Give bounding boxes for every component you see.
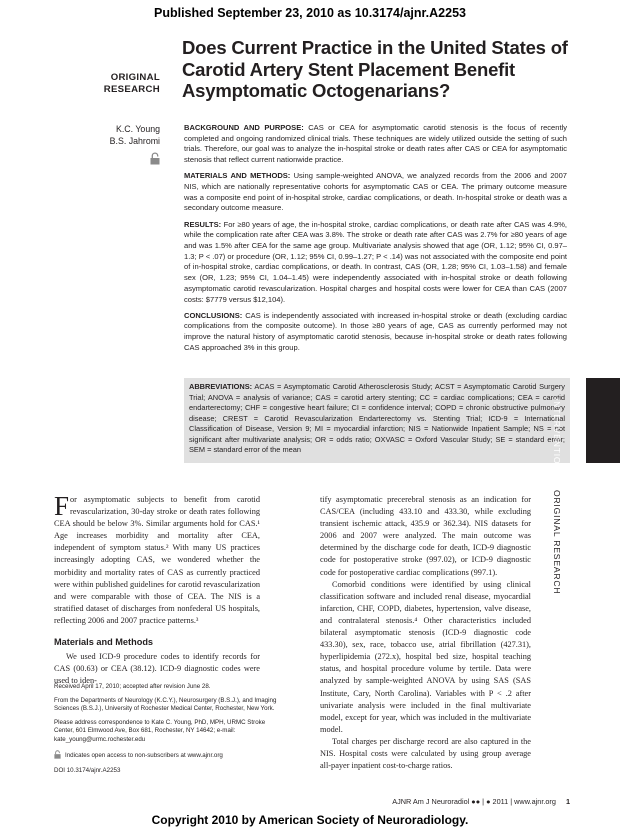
- footnote-doi: DOI 10.3174/ajnr.A2253: [54, 767, 121, 775]
- article-meta-column: [70, 72, 160, 170]
- methods-paragraph: Total charges per discharge record are also captured in the NIS. Hospital costs were calculated by using group average all-payer inpatient cost-to-charge ratios.: [320, 736, 531, 771]
- side-tab-primary: INTERVENTIONAL: [552, 398, 562, 484]
- footnote-open-access: [54, 750, 279, 763]
- copyright-notice: Copyright 2010 by American Society of Neuroradiology.: [151, 813, 469, 827]
- author-name: K.C. Young: [115, 124, 160, 134]
- intro-text: or asymptomatic subjects to benefit from carotid revascularization, 30-day stroke or death rates following CEA should be below 3%. Similar arguments hold for CAS.¹ Age increases morbidity and mortality after CEA, independent of symptom status.² With many US practices increasingly adopting CAS, we wondered whether the morbidity and mortality rates of CAS as currently practiced were within published guidelines for carotid revascularization and were comparable with those of CEA. The NIS is a stratified dataset of discharges from nonfederal US hospitals, reflecting 2006 and 2007 practice patterns.³: [54, 495, 260, 625]
- abstract-background: [184, 123, 567, 166]
- author-list: [70, 123, 160, 147]
- side-tab-label: [548, 398, 562, 595]
- section-side-tab: [586, 378, 620, 463]
- section-label-line-2: RESEARCH: [103, 84, 160, 95]
- methods-paragraph: Comorbid conditions were identified by using clinical classification software and included renal disease, myocardial infarction, CHF, COPD, diabetes, hypertension, valve disease, and contralateral stenosis.⁴ Other characteristics included bilateral asymptomatic stenosis (ICD-9 diagnostic code 433.30), sex, race, tobacco use, atrial fibrillation (427.31), hyperlipidemia (272.x), hospital bed size, hospital teaching status, and hospital procedure volume by tertile. Data were analyzed by sample-weighted ANOVA by using SAS (SAS Institute, Cary, North Carolina). Variables with P < .2 after univariate analysis were included in the final multivariate model, except for year, which was included in the multivariate model.: [320, 579, 531, 734]
- abbreviations-box: [184, 378, 570, 463]
- methods-heading: Materials and Methods: [54, 637, 154, 648]
- article-title: Does Current Practice in the United States of Carotid Artery Stent Placement Benefit Asymptomatic Octogenarians?: [182, 37, 568, 101]
- abstract-section-label: RESULTS:: [184, 219, 222, 229]
- open-access-lock-icon: [150, 152, 160, 170]
- abstract-text: For ≥80 years of age, the in-hospital stroke, cardiac complications, or death rate after CAS was 4.9%, while the complication rate after CEA was 3.8%. The stroke or death rate after CAS was 2.7% for ≥80 years of age and was 1.5% after CEA for the same age group. Multivariate analysis showed that age (OR, 1.12; 95% CI, 0.97–1.3; P < .07) or procedure (OR, 1.12; 95% CI, 0.99–1.27; P < .14) was not associated with the composite end point of in-hospital stroke, cardiac complications, or death. In contrast, CAS (OR, 1.28; 95% CI, 1.03–1.58) and female sex (OR, 1.23; 95% CI, 1.04–1.45) were independently associated with in-hospital stroke or death following asymptomatic carotid revascularization. Hospital charges and hospital costs were lower for CEA than CAS (2007 costs: $7779 versus $12,104).: [184, 219, 567, 304]
- body-column-right: [320, 494, 531, 772]
- side-tab-secondary: ORIGINAL RESEARCH: [552, 489, 562, 595]
- section-label-line-1: ORIGINAL: [110, 72, 160, 83]
- abstract-section-label: MATERIALS AND METHODS:: [184, 171, 291, 181]
- body-column-left: [54, 491, 260, 687]
- page-footer: [380, 797, 570, 806]
- footnote-affiliations: From the Departments of Neurology (K.C.Y.), Neurosurgery (B.S.J.), and Imaging Sciences (B.S.J.), University of Rochester Medical Center, Rochester, New York.: [54, 696, 277, 713]
- abstract-text: Using sample-weighted ANOVA, we analyzed records from the 2006 and 2007 NIS, which are nationally representative cohorts for asymptomatic CAS or CEA. The primary outcome measure was a composite end point of in-hospital stroke, cardiac complications, or death. In-hospital stroke or death was a secondary outcome measure.: [184, 171, 567, 213]
- footnote-received: Received April 17, 2010; accepted after revision June 28.: [54, 683, 211, 690]
- methods-paragraph: tify asymptomatic precerebral stenosis as an indication for CAS/CEA (including 433.10 and 433.30, while excluding transient ischemic attack, 435.9 or 362.34). NIS datasets for 2006 and 2007 were analyzed. The main outcome was determined by the discharge code for death, ICD-9 diagnostic code for postoperative stroke (997.02), or ICD-9 diagnostic code for postoperative cardiac complications (997.1).: [320, 495, 531, 577]
- abstract-text: CAS or CEA for asymptomatic carotid stenosis is the focus of recently completed and ongoing randomized clinical trials. These techniques are widely utilized outside the setting of such trials. Therefore, our goal was to analyze the in-hospital stroke or death rates after CAS or CEA for asymptomatic stenosis that reflect current nationwide practice.: [184, 123, 567, 165]
- abstract: [184, 123, 567, 359]
- abstract-methods: [184, 171, 567, 214]
- abbreviations-label: ABBREVIATIONS:: [189, 382, 253, 391]
- drop-cap: F: [54, 491, 70, 521]
- footnotes: [54, 683, 279, 781]
- published-banner: Published September 23, 2010 as 10.3174/ajnr.A2253: [154, 6, 466, 20]
- open-access-lock-icon: [54, 750, 61, 763]
- journal-citation: AJNR Am J Neuroradiol ●● | ● 2011 | www.ajnr.org: [392, 797, 556, 806]
- abstract-section-label: CONCLUSIONS:: [184, 310, 243, 320]
- page-number: 1: [565, 797, 570, 806]
- abstract-section-label: BACKGROUND AND PURPOSE:: [184, 123, 304, 132]
- abstract-conclusions: [184, 311, 567, 354]
- intro-paragraph: [54, 491, 260, 627]
- methods-paragraph: We used ICD-9 procedure codes to identify records for CAS (00.63) or CEA (38.12). ICD-9 diagnostic codes were used to iden-: [54, 652, 260, 686]
- footnote-correspondence: Please address correspondence to Kate C. Young, PhD, MPH, URMC Stroke Center, 601 Elmwood Ave, Box 681, Rochester, NY 14642; e-mail: kate_young@urmc.rochester.edu: [54, 718, 266, 743]
- open-access-text: Indicates open access to non-subscribers at www.ajnr.org: [65, 751, 223, 759]
- section-label: [70, 72, 160, 96]
- abbreviations-text: ACAS = Asymptomatic Carotid Atherosclerosis Study; ACST = Asymptomatic Carotid Surgery Trial; ANOVA = analysis of variance; CAS = carotid artery stenting; CC = cardiac complications; CEA = carotid endarterectomy; CHF = congestive heart failure; CI = confidence interval; COPD = chronic obstructive pulmonary disease; CREST = Carotid Revascularization Endarterectomy vs. Stenting Trial; ICD-9 = International Classification of Disease, Version 9; MI = myocardial infarction; NIS = Nationwide Inpatient Sample; NS = not significant after multivariate analysis; OR = odds ratio; OXVASC = Oxford Vascular Study; SE = standard error; SEM = standard error of the mean: [189, 382, 565, 454]
- abstract-text: CAS is independently associated with increased in-hospital stroke or death (excluding cardiac complications from the composite outcome). In those ≥80 years of age, CAS as currently performed may not improve the natural history of asymptomatic carotid stenosis, because in-hospital stroke or death rates following CAS approached 3% in this group.: [184, 310, 567, 352]
- author-name: B.S. Jahromi: [109, 136, 160, 146]
- abstract-results: [184, 220, 567, 306]
